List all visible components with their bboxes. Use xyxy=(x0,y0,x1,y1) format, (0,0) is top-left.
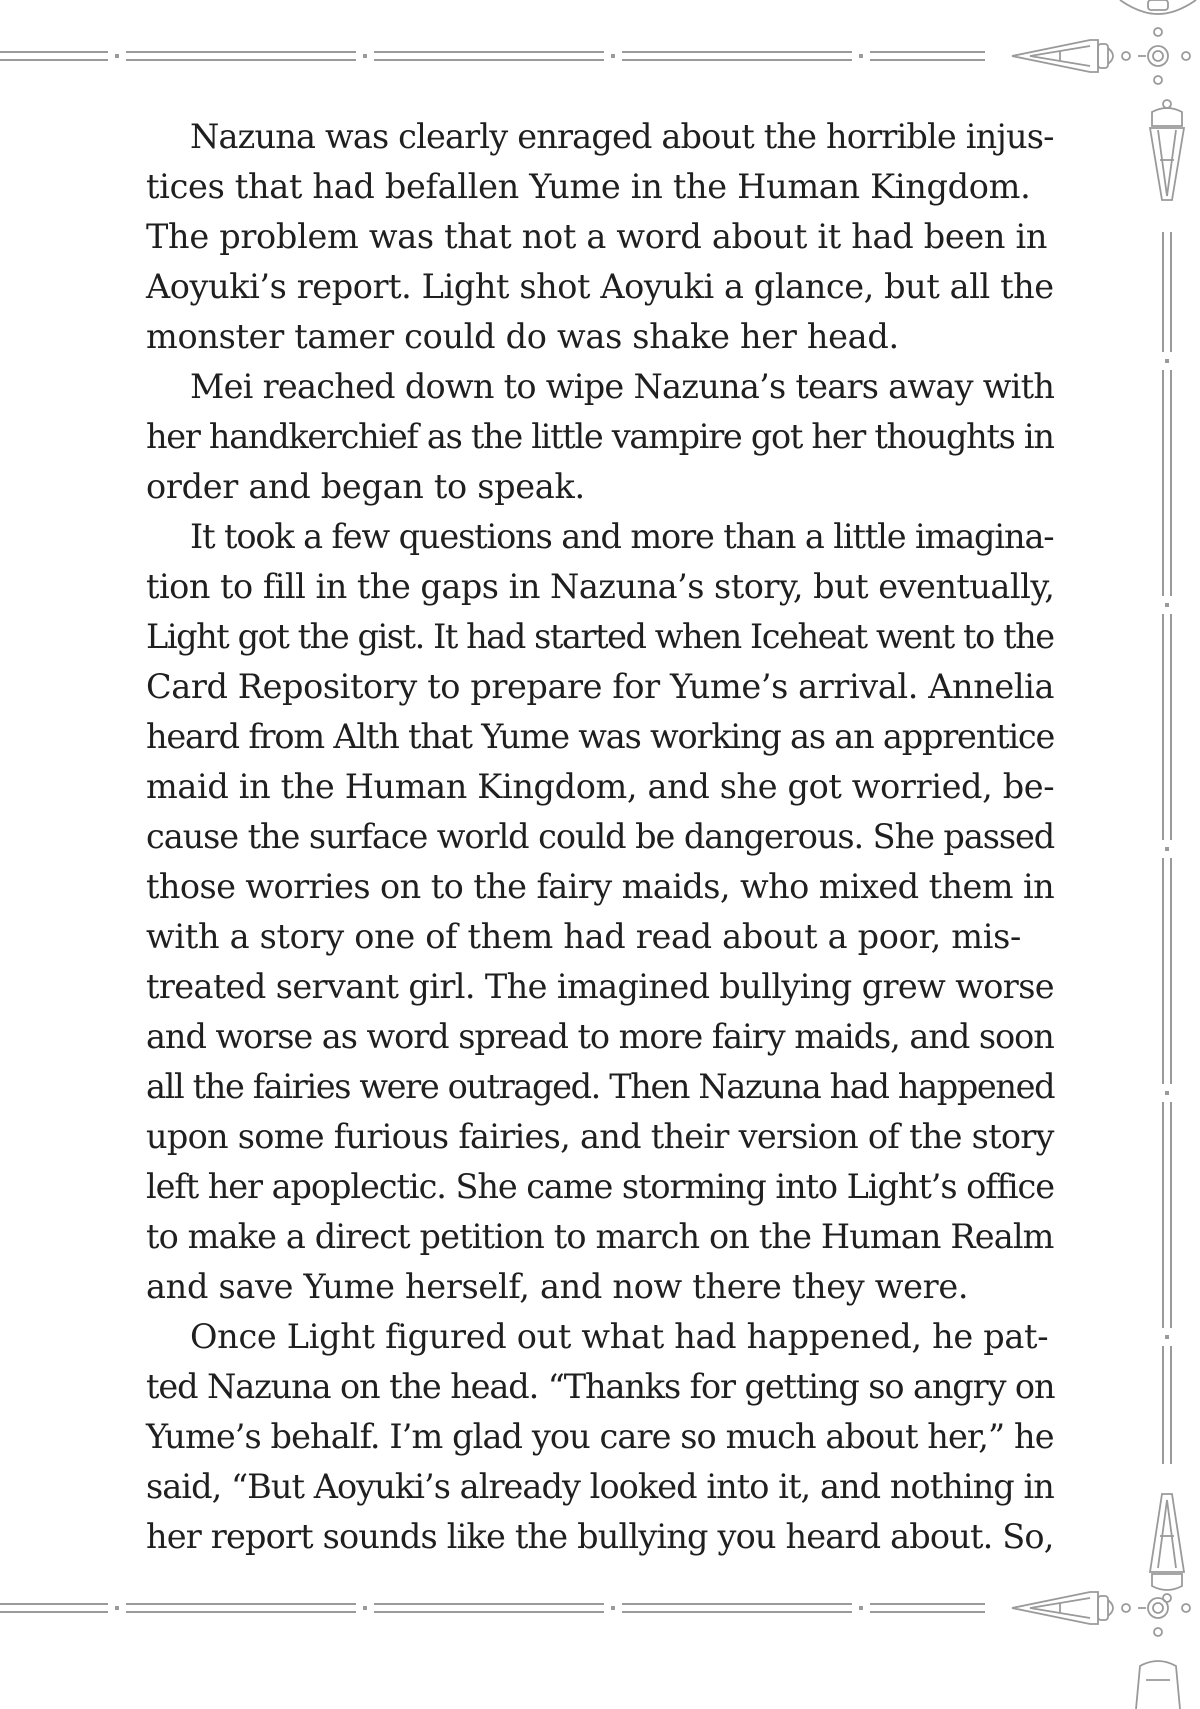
text-line: upon some furious fairies, and their version of the story xyxy=(146,1117,1054,1156)
text-line: treated servant girl. The imagined bullying grew worse xyxy=(146,967,1054,1006)
top-border-rule xyxy=(0,52,985,60)
text-line: cause the surface world could be dangerous. She passed xyxy=(146,817,1055,856)
text-line: left her apoplectic. She came storming into Light’s office xyxy=(146,1167,1055,1206)
text-line: and save Yume herself, and now there they were. xyxy=(146,1267,969,1306)
crystal-pendant-icon xyxy=(1136,1661,1180,1709)
crystal-pendant-icon xyxy=(1150,1494,1184,1602)
text-line: Card Repository to prepare for Yume’s arrival. Annelia xyxy=(146,667,1055,706)
bottom-border-dashes xyxy=(108,1604,870,1612)
body-text xyxy=(146,112,1054,1562)
text-line: monster tamer could do was shake her head. xyxy=(146,317,899,356)
bottom-border-dots xyxy=(115,1606,863,1610)
text-line: her report sounds like the bullying you heard about. So, xyxy=(146,1517,1054,1556)
crystal-pendant-icon xyxy=(1120,0,1196,14)
text-line: heard from Alth that Yume was working as an apprentice xyxy=(146,717,1055,756)
right-border-dashes xyxy=(1163,352,1171,1346)
text-line: and worse as word spread to more fairy maids, and soon xyxy=(146,1017,1054,1056)
text-line: her handkerchief as the little vampire got her thoughts in xyxy=(146,417,1054,456)
crystal-pendant-icon xyxy=(1150,100,1184,200)
text-line: ted Nazuna on the head. “Thanks for getting so angry on xyxy=(146,1367,1055,1406)
text-line: Mei reached down to wipe Nazuna’s tears away with xyxy=(190,367,1055,406)
text-line: Yume’s behalf. I’m glad you care so much about her,” he xyxy=(146,1417,1054,1456)
text-line: tion to fill in the gaps in Nazuna’s story, but eventually, xyxy=(146,567,1055,606)
text-line: order and began to speak. xyxy=(146,467,585,506)
crystal-pendant-icon xyxy=(1012,28,1190,84)
text-line: It took a few questions and more than a little imagina- xyxy=(190,517,1054,556)
text-line: The problem was that not a word about it had been in xyxy=(146,217,1048,256)
text-line: Aoyuki’s report. Light shot Aoyuki a glance, but all the xyxy=(146,267,1054,306)
right-border-dots xyxy=(1165,359,1169,1339)
text-line: all the fairies were outraged. Then Nazuna had happened xyxy=(146,1067,1055,1106)
text-line: tices that had befallen Yume in the Human Kingdom. xyxy=(146,167,1031,206)
crystal-pendant-icon xyxy=(1012,1592,1190,1636)
top-border-dashes xyxy=(108,52,870,60)
text-line: those worries on to the fairy maids, who mixed them in xyxy=(146,867,1055,906)
text-line: Once Light figured out what had happened, he pat- xyxy=(190,1317,1049,1356)
text-line: Nazuna was clearly enraged about the horrible injus- xyxy=(190,117,1054,156)
top-border-dots xyxy=(115,54,863,58)
right-border-rule xyxy=(1163,232,1171,1464)
text-line: with a story one of them had read about a poor, mis- xyxy=(146,917,1022,956)
bottom-border-rule xyxy=(0,1604,985,1612)
text-line: to make a direct petition to march on the Human Realm xyxy=(146,1217,1054,1256)
text-line: Light got the gist. It had started when Iceheat went to the xyxy=(146,617,1054,656)
text-line: said, “But Aoyuki’s already looked into it, and nothing in xyxy=(146,1467,1054,1506)
text-line: maid in the Human Kingdom, and she got worried, be- xyxy=(146,767,1055,806)
